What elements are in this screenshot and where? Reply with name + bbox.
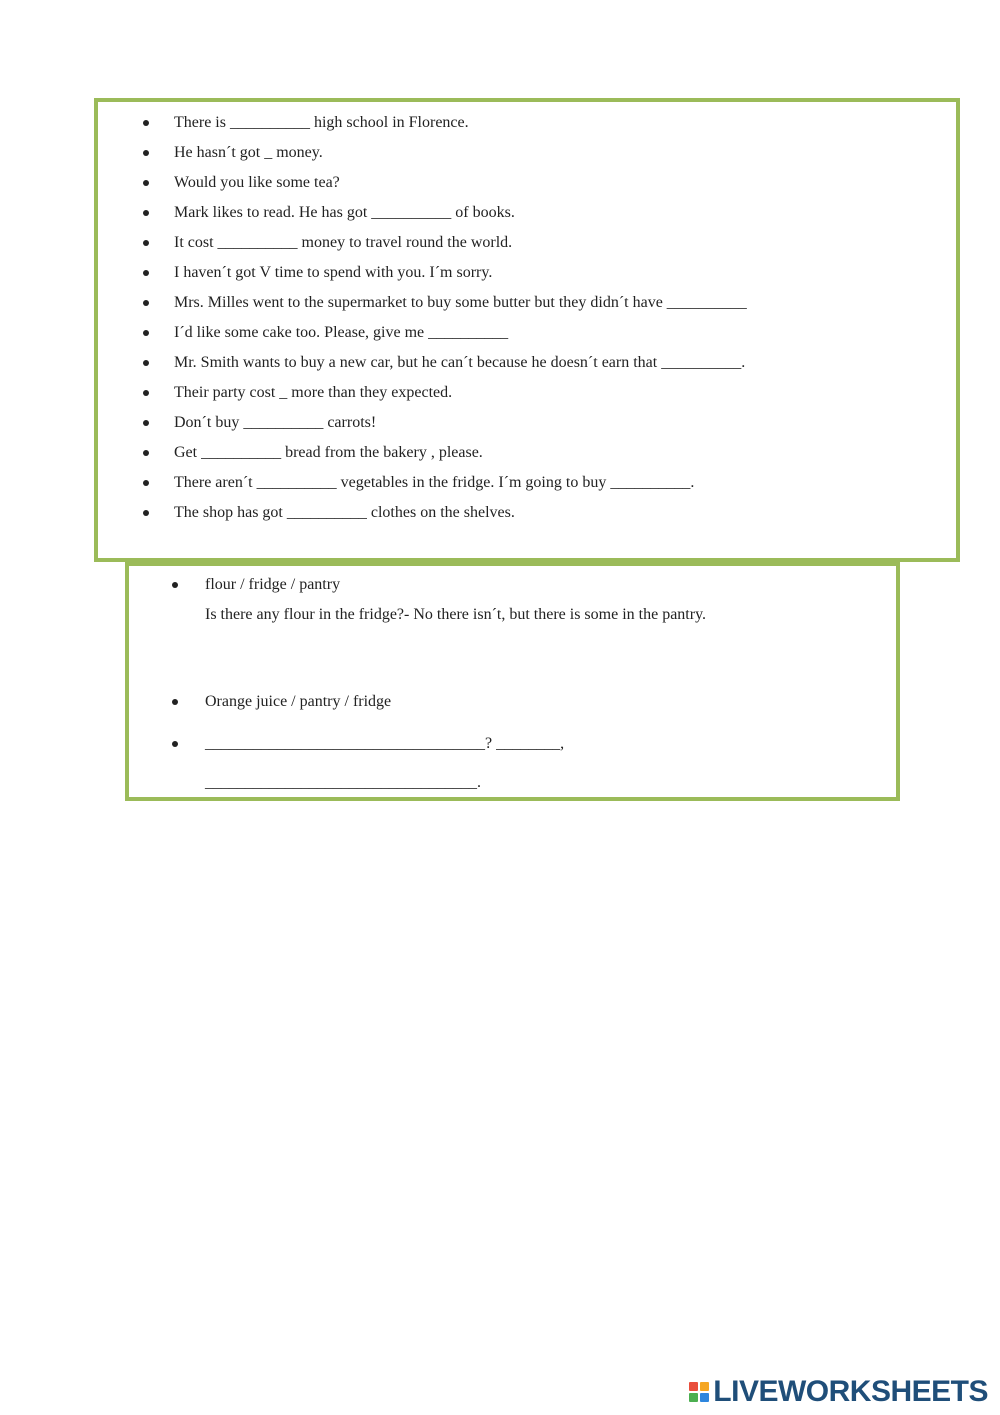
example-prompt: flour / fridge / pantry [162, 574, 340, 596]
list-item: Mrs. Milles went to the supermarket to buy some butter but they didn´t have __________ [138, 288, 747, 318]
exercise-2-frame [125, 562, 900, 801]
list-item: Mr. Smith wants to buy a new car, but he can´t because he doesn´t earn that __________. [138, 348, 747, 378]
list-item: It cost __________ money to travel round the world. [138, 228, 747, 258]
list-item: Don´t buy __________ carrots! [138, 408, 747, 438]
answer-line-1[interactable]: ___________________________________? ________, [162, 733, 564, 755]
list-item: I´d like some cake too. Please, give me __________ [138, 318, 747, 348]
list-item: Their party cost _ more than they expected. [138, 378, 747, 408]
list-item: There aren´t __________ vegetables in the fridge. I´m going to buy __________. [138, 468, 747, 498]
list-item: I haven´t got V time to spend with you. I´m sorry. [138, 258, 747, 288]
example-answer: Is there any flour in the fridge?- No there isn´t, but there is some in the pantry. [205, 606, 707, 623]
list-item: Mark likes to read. He has got __________ of books. [138, 198, 747, 228]
logo-tiles-icon [689, 1382, 709, 1402]
exercise-1-list [138, 108, 747, 528]
brand-name: LIVEWORKSHEETS [713, 1375, 988, 1408]
exercise-1-frame [94, 98, 960, 562]
list-item: The shop has got __________ clothes on the shelves. [138, 498, 747, 528]
list-item: Get __________ bread from the bakery , please. [138, 438, 747, 468]
answer-line-2[interactable]: __________________________________. [205, 774, 481, 791]
liveworksheets-logo [689, 1377, 988, 1407]
list-item: Would you like some tea? [138, 168, 747, 198]
list-item: There is __________ high school in Florence. [138, 108, 747, 138]
list-item: He hasn´t got _ money. [138, 138, 747, 168]
prompt-orange-juice: Orange juice / pantry / fridge [162, 691, 391, 713]
